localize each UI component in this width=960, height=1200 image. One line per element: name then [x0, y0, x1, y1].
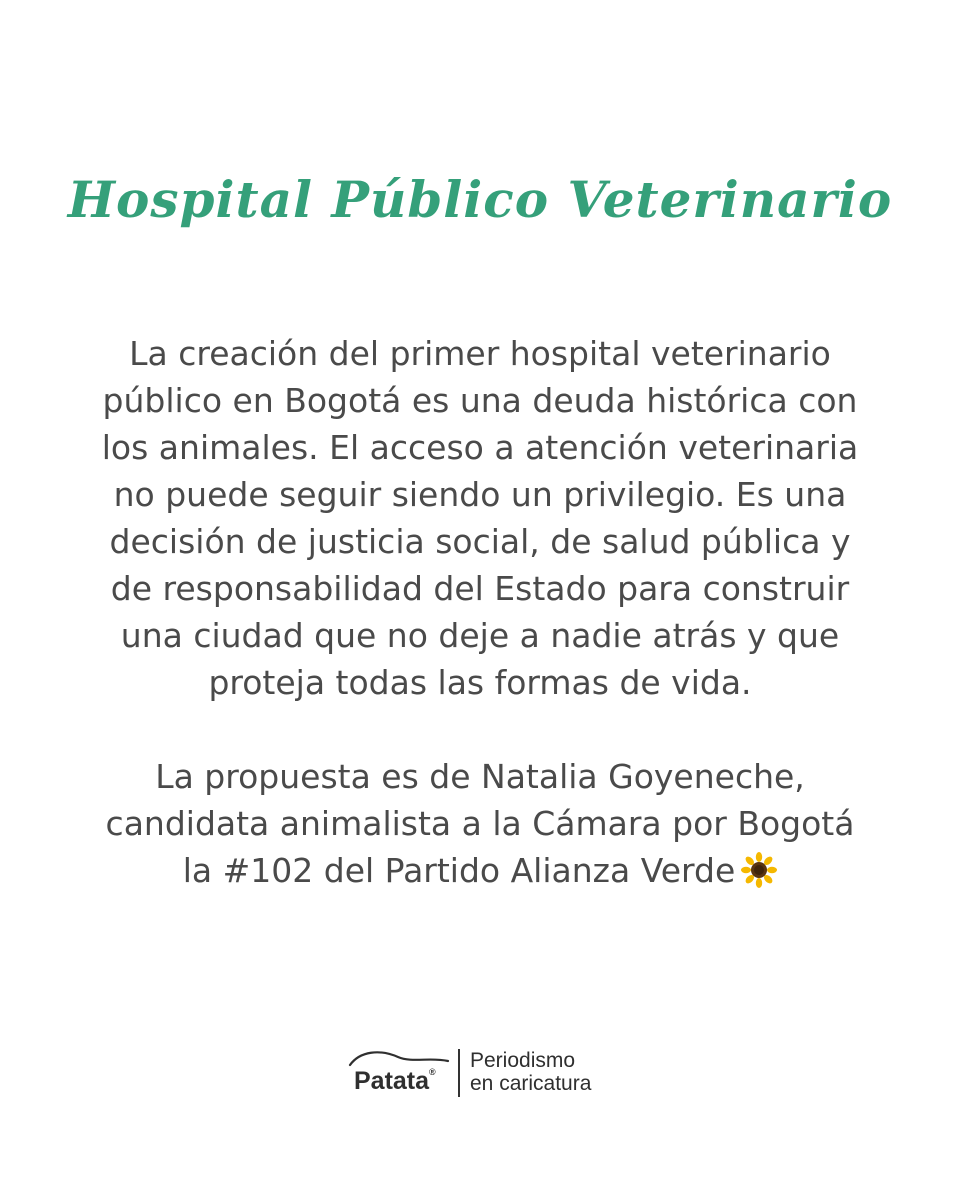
credit-line: candidata animalista a la Cámara por Bogotá	[105, 804, 855, 843]
body-text	[50, 330, 910, 894]
paragraph-line: una ciudad que no deje a nadie atrás y que	[120, 616, 840, 655]
logo-tagline-line2: en caricatura	[470, 1072, 592, 1095]
paragraph-line: de responsabilidad del Estado para construir	[110, 569, 850, 608]
logo-tagline	[470, 1049, 591, 1095]
credit-line-text: la #102 del Partido Alianza Verde	[182, 851, 736, 890]
page-title: Hospital Público Veterinario	[67, 170, 893, 229]
logo-tagline-line1: Periodismo	[470, 1049, 576, 1072]
paragraph-line: público en Bogotá es una deuda histórica con	[102, 381, 858, 420]
sunflower-icon	[741, 852, 777, 888]
logo-wordmark	[354, 1067, 436, 1096]
paragraph-line: decisión de justicia social, de salud pública y	[109, 522, 851, 561]
paragraph-line: proteja todas las formas de vida.	[208, 663, 752, 702]
logo-brand-text: Patata	[354, 1067, 430, 1095]
credit-line: La propuesta es de Natalia Goyeneche,	[155, 757, 805, 796]
credit-line-last	[50, 847, 910, 894]
logo-registered-mark: ®	[429, 1067, 436, 1077]
patata-logo	[346, 1045, 626, 1105]
paragraph-line: La creación del primer hospital veterinario	[129, 334, 831, 373]
paragraph-line: los animales. El acceso a atención veterinaria	[101, 428, 859, 467]
paragraph-line: no puede seguir siendo un privilegio. Es una	[113, 475, 847, 514]
logo-divider	[458, 1049, 460, 1097]
